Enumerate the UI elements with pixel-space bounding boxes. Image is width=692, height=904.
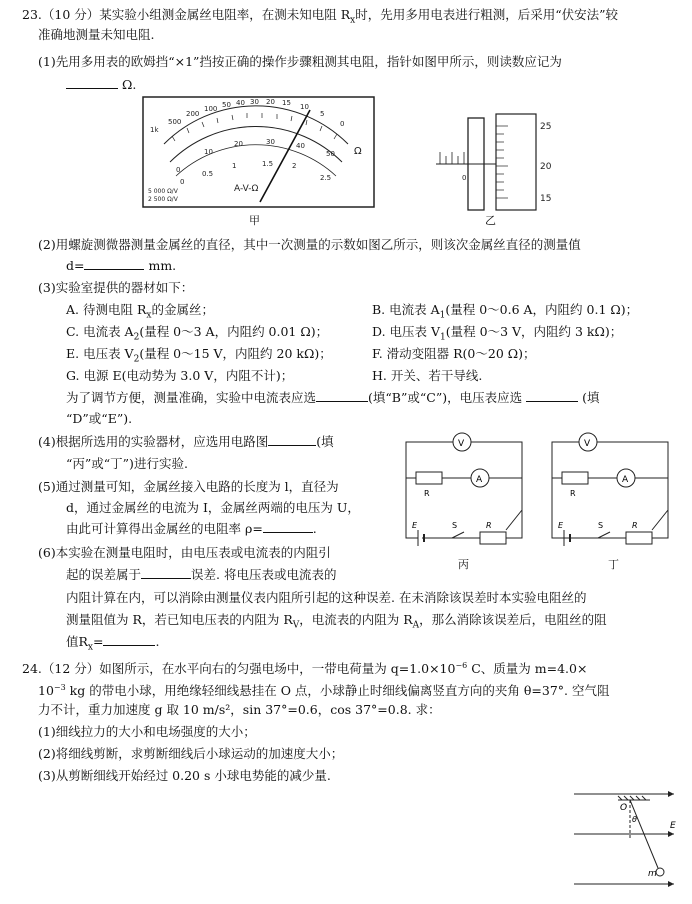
option-H: H. 开关、若干导线. xyxy=(372,368,483,383)
option-E: E. 电压表 $V_2$(量程 0～15 V，内阻约 20 kΩ)； xyxy=(66,346,332,365)
q24-sub1: (1)细线拉力的大小和电场强度的大小； xyxy=(38,724,256,739)
q23-part3-question: 为了调节方便，测量准确，实验中电流表应选 (填“B”或“C”)，电压表应选 (填 xyxy=(66,390,600,405)
fig-bing-label: 丙 xyxy=(458,558,469,571)
answer-blank[interactable] xyxy=(84,257,144,270)
resistor-label: R xyxy=(570,489,576,498)
meter-tick: 20 xyxy=(266,98,275,106)
q23-part6-line2: 起的误差属于 误差. 将电压表或电流表的 xyxy=(66,567,337,582)
mic-zero: 0 xyxy=(462,174,467,182)
q23-part5-cont: d，通过金属丝的电流为 I，金属丝两端的电压为 U， xyxy=(66,500,360,515)
answer-blank[interactable] xyxy=(141,566,191,579)
meter-tick: 0 xyxy=(176,166,181,174)
source-label: E xyxy=(412,521,418,530)
fig-yi-label: 乙 xyxy=(485,214,496,227)
meter-needle xyxy=(260,110,310,202)
q23-part3: (3)实验室提供的器材如下： xyxy=(38,280,194,295)
answer-blank[interactable] xyxy=(103,633,155,646)
option-B: B. 电流表 $A_1$(量程 0～0.6 A，内阻约 0.1 Ω)； xyxy=(372,302,639,321)
mic-tick: 25 xyxy=(540,122,552,132)
q23-part2-answer: d= mm. xyxy=(66,258,177,273)
meter-tick: 0.5 xyxy=(202,170,214,178)
pendulum-figure xyxy=(570,780,682,892)
fig-ding-label: 丁 xyxy=(608,558,619,571)
q23-part4: (4)根据所选用的实验器材，应选用电路图 (填 xyxy=(38,434,334,449)
ammeter-label: A xyxy=(622,475,629,485)
meter-tick: 2.5 xyxy=(320,174,332,182)
q23-part5: (5)通过测量可知，金属丝接入电路的长度为 l，直径为 xyxy=(38,479,339,494)
meter-tick: 1.5 xyxy=(262,160,274,168)
q23-part5-answer: 由此可计算得出金属丝的电阻率 ρ= . xyxy=(66,521,317,536)
q24-line1: 24.（12 分）如图所示，在水平向右的匀强电场中，一带电荷量为 $q=1.0\times 10^{-6}$ C、质量为 m=4.0× xyxy=(22,661,588,677)
q23-part4-cont: “丙”或“丁”)进行实验. xyxy=(66,456,188,471)
q23-line1: 23.（10 分）某实验小组测金属丝电阻率，在测未知电阻 $R_x$时，先用多用电表进行粗测，后采用“伏安法”较 xyxy=(22,7,619,26)
meter-tick: 1k xyxy=(150,126,159,134)
option-G: G. 电源 E(电动势为 3.0 V，内阻不计)； xyxy=(66,368,294,383)
q23-part2: (2)用螺旋测微器测量金属丝的直径，其中一次测量的示数如图乙所示，则该次金属丝直径的测量值 xyxy=(38,237,581,252)
q24-sub3: (3)从剪断细线开始经过 0.20 s 小球电势能的减少量. xyxy=(38,768,331,783)
option-F: F. 滑动变阻器 R(0～20 Ω)； xyxy=(372,346,536,361)
meter-tick: 50 xyxy=(222,101,231,109)
resistor-label: R xyxy=(424,489,430,498)
q23-part6: (6)本实验在测量电阻时，由电压表或电流表的内阻引 xyxy=(38,545,331,560)
q23-part6-line4: 测量阻值为 R，若已知电压表的内阻为 $R_V$，电流表的内阻为 $R_A$，那么消除该误差后，电阻丝的阻 xyxy=(66,612,607,631)
q23-part3-question-cont: “D”或“E”). xyxy=(66,411,133,426)
meter-tick: 10 xyxy=(300,103,309,111)
meter-tick: 200 xyxy=(186,110,200,118)
meter-tick: 5 xyxy=(320,110,325,118)
meter-tick: 2 xyxy=(292,162,297,170)
meter-tick: 50 xyxy=(326,150,335,158)
angle-theta-label: θ xyxy=(632,815,637,824)
point-O-label: O xyxy=(620,803,628,813)
circuit-bing xyxy=(402,430,530,548)
q24-sub2: (2)将细线剪断，求剪断细线后小球运动的加速度大小； xyxy=(38,746,344,761)
field-E-label: E xyxy=(670,821,676,831)
meter-tick: 40 xyxy=(296,142,305,150)
source-label: E xyxy=(558,521,564,530)
mass-m-label: m xyxy=(648,869,657,879)
meter-omega: Ω xyxy=(354,146,362,157)
meter-tick: 500 xyxy=(168,118,182,126)
ammeter-label: A xyxy=(476,475,483,485)
meter-tick: 100 xyxy=(204,105,218,113)
q23-part1: (1)先用多用表的欧姆挡“×1”挡按正确的操作步骤粗测其电阻，指针如图甲所示，则读数应记为 xyxy=(38,54,562,69)
fig-jia-label: 甲 xyxy=(249,214,260,227)
q23-part6-answer: 值$R_x=$ . xyxy=(66,634,160,653)
q23-part1-answer: Ω. xyxy=(66,76,136,93)
option-C: C. 电流表 $A_2$(量程 0～3 A，内阻约 0.01 Ω)； xyxy=(66,324,329,343)
answer-blank[interactable] xyxy=(66,76,118,89)
answer-blank[interactable] xyxy=(263,520,313,533)
meter-tick: 20 xyxy=(234,140,243,148)
meter-tick: 0 xyxy=(180,178,185,186)
meter-tick: 10 xyxy=(204,148,213,156)
q24-line3: 力不计，重力加速度 g 取 10 m/s²，sin 37°=0.6，cos 37°=0.8. 求： xyxy=(38,702,441,717)
voltmeter-label: V xyxy=(584,439,591,449)
q24-line2: $10^{-3}$ kg 的带电小球，用绝缘轻细线悬挂在 O 点，小球静止时细线偏离竖直方向的夹角 θ=37°. 空气阻 xyxy=(38,683,610,699)
rheostat-label: R xyxy=(486,521,492,530)
switch-label: S xyxy=(452,521,458,530)
multimeter-figure xyxy=(142,96,376,208)
option-A: A. 待测电阻 $R_x$的金属丝； xyxy=(66,302,214,321)
meter-tick: 30 xyxy=(266,138,275,146)
answer-blank[interactable] xyxy=(316,389,368,402)
mic-tick: 20 xyxy=(540,162,552,172)
option-D: D. 电压表 $V_1$(量程 0～3 V，内阻约 3 kΩ)； xyxy=(372,324,623,343)
rheostat-label: R xyxy=(632,521,638,530)
meter-tick: 1 xyxy=(232,162,237,170)
mic-tick: 15 xyxy=(540,194,552,204)
meter-label: A-V-Ω xyxy=(234,184,259,194)
meter-tick: 0 xyxy=(340,120,345,128)
meter-tick: 40 xyxy=(236,99,245,107)
meter-tick: 30 xyxy=(250,98,259,106)
q23-part6-line3: 内阻计算在内，可以消除由测量仪表内阻所引起的这种误差. 在未消除该误差时本实验电阻丝的 xyxy=(66,590,587,605)
switch-label: S xyxy=(598,521,604,530)
meter-info: 2 500 Ω/V xyxy=(148,196,178,203)
micrometer-figure xyxy=(432,112,556,212)
q23-line2: 准确地测量未知电阻. xyxy=(38,27,155,42)
meter-info: 5 000 Ω/V xyxy=(148,188,178,195)
voltmeter-label: V xyxy=(458,439,465,449)
circuit-ding xyxy=(548,430,676,548)
meter-tick: 15 xyxy=(282,99,291,107)
answer-blank[interactable] xyxy=(526,389,578,402)
answer-blank[interactable] xyxy=(268,433,316,446)
